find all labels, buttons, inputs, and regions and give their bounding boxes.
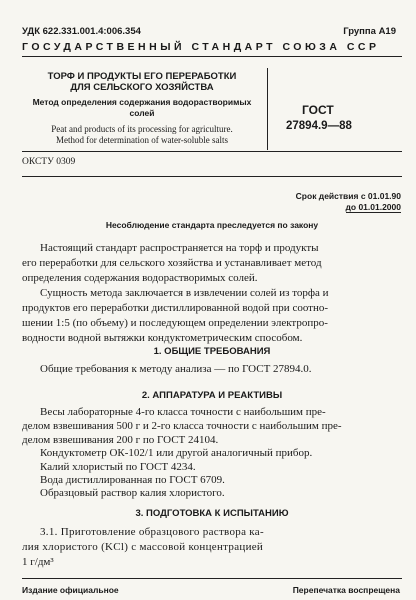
validity-from: Срок действия с 01.01.90 [295, 191, 401, 201]
section-3-line-2: лия хлористого (KCl) с массовой концентрацией [22, 541, 264, 553]
footer-reprint-prohibited: Перепечатка воспрещена [292, 585, 400, 595]
section-2-line-5: Калий хлористый по ГОСТ 4234. [40, 461, 196, 473]
method-line-2: солей [129, 108, 155, 118]
section-2-line-1: Весы лабораторные 4-го класса точности с наибольшим пре- [40, 406, 326, 418]
intro-p1-line-2: его переработки для сельского хозяйства и устанавливает метод [22, 257, 322, 269]
section-3-heading: 3. ПОДГОТОВКА К ИСПЫТАНИЮ [135, 508, 289, 519]
section-1-text: Общие требования к методу анализа — по ГОСТ 27894.0. [40, 363, 312, 375]
intro-p2-line-2: продуктов его переработки дистиллированной водой при соотно- [22, 302, 329, 314]
title-line-1: ТОРФ И ПРОДУКТЫ ЕГО ПЕРЕРАБОТКИ [47, 71, 237, 82]
method-line-1: Метод определения содержания водорастворимых [32, 97, 252, 107]
intro-p2-line-4: водности водной вытяжки кондуктометрическим способом. [22, 332, 303, 344]
validity-to-text: до 01.01.2000 [345, 202, 401, 212]
gost-number: 27894.9—88 [286, 120, 352, 132]
law-notice: Несоблюдение стандарта преследуется по закону [105, 220, 319, 230]
group-code: Группа А19 [343, 26, 396, 37]
header-rule-top [22, 56, 402, 57]
section-2-line-2: делом взвешивания 500 г и 2-го класса точности с наибольшим пре- [22, 420, 342, 432]
footer-official-edition: Издание официальное [22, 585, 119, 595]
english-title-line-2: Method for determination of water-soluble salts [55, 135, 229, 145]
title-line-2: ДЛЯ СЕЛЬСКОГО ХОЗЯЙСТВА [70, 82, 214, 93]
okstu-code: ОКСТУ 0309 [22, 157, 76, 167]
section-2-line-3: делом взвешивания 200 г по ГОСТ 24104. [22, 434, 219, 446]
intro-p1-line-1: Настоящий стандарт распространяется на торф и продукты [40, 242, 319, 254]
section-3-line-1: 3.1. Приготовление образцового раствора ка- [40, 526, 264, 538]
standard-banner: ГОСУДАРСТВЕННЫЙ СТАНДАРТ СОЮЗА ССР [22, 41, 380, 53]
udk-code: УДК 622.331.001.4:006.354 [22, 26, 141, 37]
section-2-line-7: Образцовый раствор калия хлористого. [40, 487, 225, 499]
section-1-heading: 1. ОБЩИЕ ТРЕБОВАНИЯ [153, 346, 271, 357]
okstu-rule [22, 176, 402, 177]
footer-rule [22, 578, 402, 579]
section-2-heading: 2. АППАРАТУРА И РЕАКТИВЫ [141, 390, 283, 401]
gost-label: ГОСТ [302, 103, 334, 117]
section-2-line-6: Вода дистиллированная по ГОСТ 6709. [40, 474, 225, 486]
intro-p2-line-3: шении 1:5 (по объему) и последующем определении электропро- [22, 317, 328, 329]
title-divider [267, 68, 268, 150]
intro-p1-line-3: определения содержания водорастворимых солей. [22, 272, 258, 284]
section-2-line-4: Кондуктометр ОК-102/1 или другой аналогичный прибор. [40, 447, 313, 459]
section-3-line-3: 1 г/дм³ [22, 556, 54, 568]
intro-p2-line-1: Сущность метода заключается в извлечении солей из торфа и [40, 287, 329, 299]
validity-to [346, 202, 402, 212]
title-rule-bottom [22, 151, 402, 152]
english-title-line-1: Peat and products of its processing for agriculture. [51, 124, 233, 134]
